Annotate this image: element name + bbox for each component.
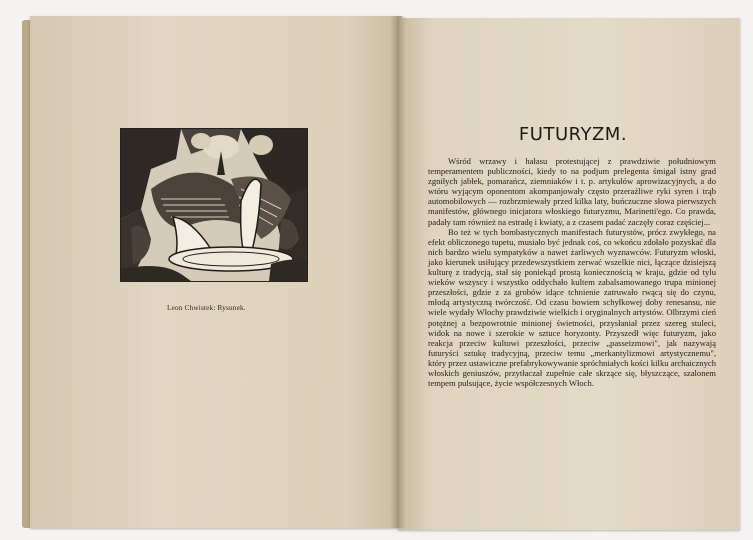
illustration-caption: Leon Chwistek: Rysunek. — [167, 304, 246, 312]
woodcut-illustration — [120, 128, 308, 282]
paragraph: Wśród wrzawy i hałasu protestującej z prawdziwie południowym temperamentem publiczności, kiedy to na podjum prelegenta śmigał istny grad zgniłych jabłek, pomarańcz, ziemniaków i t. p. artykułów aprowizacyjnych, a do wtóru wyjącym oponentom akompanjowały często przeraźliwe ryki syren i trąb automobilowych — rozbrzmiewały przed kilka laty, buńczuczne słowa pierwszych manifestów, głównego inicjatora włoskiego futuryzmu, Marinetti'ego. Co prawda, padały tam również na estradę i kwiaty, a z czasem padać zaczęły coraz częściej... — [428, 156, 716, 227]
book-gutter — [390, 16, 406, 528]
paragraph: Bo też w tych bombastycznych manifestach futurystów, prócz zwykłego, na efekt obliczonego tupetu, musiało być jednak coś, co wkońcu zdołało pozyskać dla nich bardzo wielu sympatyków a nawet żarliwych wyznawców. Futuryzm włoski, jako kierunek usiłujący przedewszystkiem zerwać wszelkie nici, łączące dzisiejszą kulturę z tradycją, stał się poniekąd prostą koniecznością w kraju, gdzie od tylu wieków wszyscy i wszystko oddychało kultem zabalsamowanego trupa minionej przeszłości, gdzie z za grobów idące tchnienie zatruwało rwącą się do czynu, młodą artystyczną twórczość. Od czasu bowiem schyłkowej doby renesansu, nie wiele wydały Włochy prawdziwie wielkich i oryginalnych artystów. Olbrzymi cień potężnej a bezpowrotnie minionej świetności, przysłaniał przez szereg stuleci, widok na nowe i szerokie w sztuce horyzonty. Przyszedł więc futuryzm, jako reakcja przeciw kultowi przeszłości, przeciw „passeizmowi", jak nazywają futuryści sztukę tradycyjną, przeciw temu „merkantylizmowi artystycznemu", który przez ustawiczne prefabrykowywanie spróchniałych kości kilku archaicznych włoskich geniuszów, przytłaczał zupełnie całe skrzące się, błyszczące, szalonem tempem pulsujące, życie współczesnych Włoch. — [428, 226, 717, 389]
body-text — [428, 156, 716, 388]
chapter-title: FUTURYZM. — [518, 124, 628, 145]
